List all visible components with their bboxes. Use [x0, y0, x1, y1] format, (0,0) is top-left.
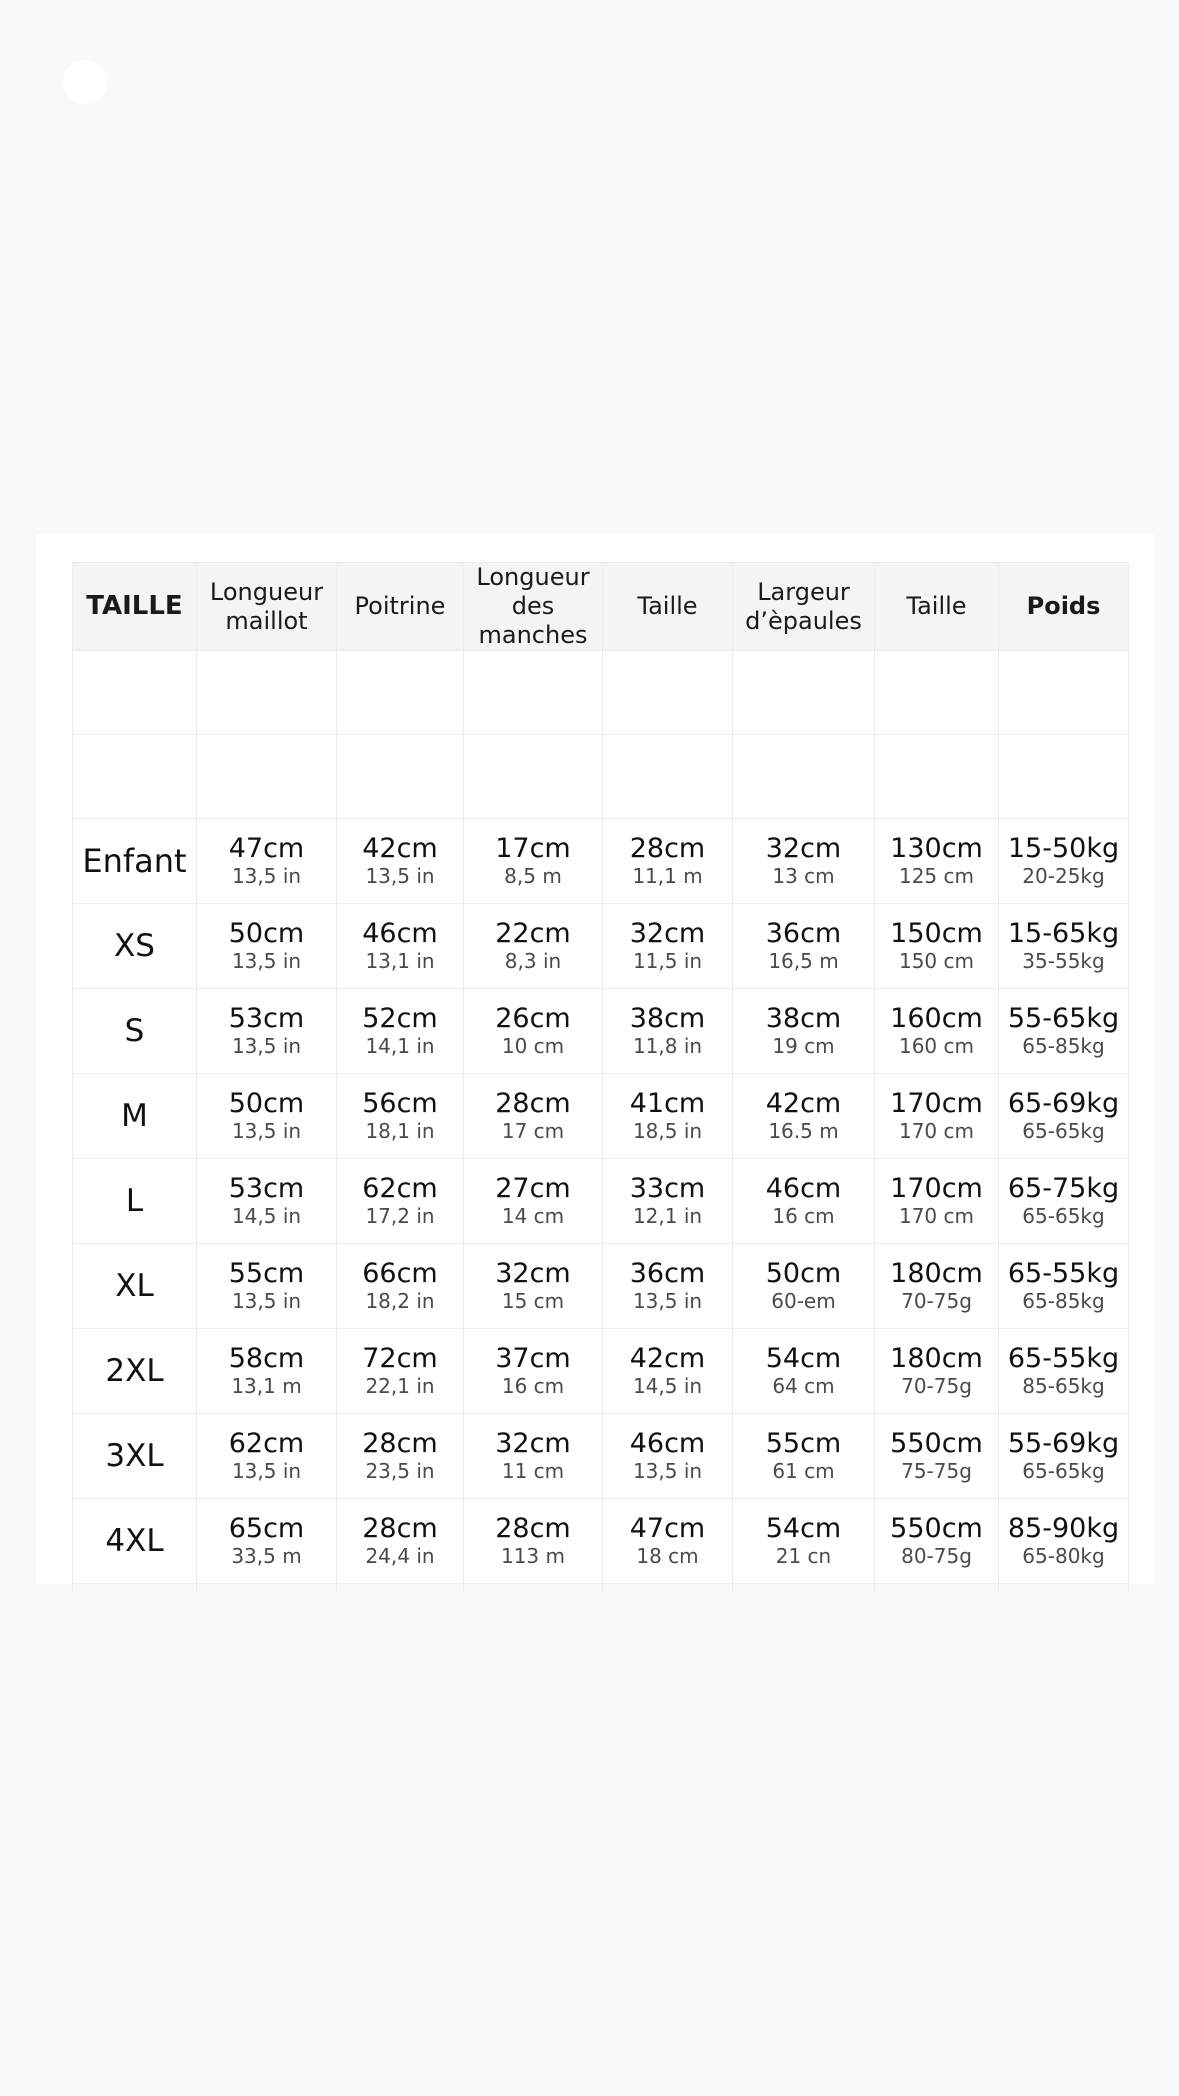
- primary-value: 62cm: [362, 1173, 438, 1204]
- measurement-cell: [999, 989, 1129, 1074]
- primary-value: 28cm: [629, 833, 706, 864]
- secondary-value: 13,1 in: [365, 949, 435, 973]
- secondary-value: 65-65kg: [1022, 1204, 1105, 1228]
- measurement-cell: [875, 1499, 999, 1584]
- measurement-cell: [197, 989, 337, 1074]
- measurement-cell: [197, 1329, 337, 1414]
- primary-value: 65cm: [228, 1513, 305, 1544]
- measurement-cell: [999, 1329, 1129, 1414]
- secondary-value: 10 cm: [501, 1034, 565, 1058]
- primary-value: 160cm: [890, 1003, 983, 1034]
- measurement-cell: [875, 1074, 999, 1159]
- measurement-cell: [337, 904, 464, 989]
- measurement-cell: [464, 1414, 603, 1499]
- secondary-value: 14,5 in: [632, 1374, 703, 1398]
- secondary-value: 170 cm: [898, 1119, 974, 1143]
- secondary-value: 23,5 in: [365, 1459, 435, 1483]
- measurement-cell: [875, 1159, 999, 1244]
- measurement-cell: [464, 1074, 603, 1159]
- secondary-value: 8,5 m: [504, 864, 562, 888]
- measurement-cell: [999, 1244, 1129, 1329]
- empty-cell: [73, 1584, 197, 1593]
- measurement-cell: [337, 989, 464, 1074]
- secondary-value: 13,5 in: [231, 864, 302, 888]
- secondary-value: 15 cm: [501, 1289, 565, 1313]
- measurement-cell: [337, 1159, 464, 1244]
- primary-value: 72cm: [362, 1343, 438, 1374]
- measurement-cell: [464, 1499, 603, 1584]
- blank-row: [73, 651, 1129, 735]
- secondary-value: 12,1 in: [632, 1204, 703, 1228]
- primary-value: 53cm: [228, 1173, 305, 1204]
- primary-value: 180cm: [890, 1258, 983, 1289]
- measurement-cell: [733, 1159, 875, 1244]
- empty-cell: [733, 1584, 875, 1593]
- secondary-value: 13,5 in: [231, 1119, 302, 1143]
- primary-value: 55-69kg: [1007, 1428, 1120, 1459]
- secondary-value: 80-75g: [901, 1544, 972, 1568]
- empty-cell: [733, 651, 875, 735]
- measurement-cell: [875, 819, 999, 904]
- primary-value: 36cm: [629, 1258, 706, 1289]
- measurement-cell: [197, 819, 337, 904]
- primary-value: 550cm: [890, 1513, 983, 1544]
- header-row: [73, 563, 1129, 651]
- primary-value: 50cm: [228, 918, 305, 949]
- empty-cell: [875, 1584, 999, 1593]
- header-taille: TAILLE: [73, 563, 197, 651]
- table-row: [73, 1329, 1129, 1414]
- secondary-value: 18,5 in: [632, 1119, 703, 1143]
- measurement-cell: [875, 904, 999, 989]
- empty-cell: [464, 1584, 603, 1593]
- measurement-cell: [603, 819, 733, 904]
- secondary-value: 64 cm: [772, 1374, 835, 1398]
- secondary-value: 13,5 in: [231, 1289, 302, 1313]
- primary-value: 15-50kg: [1007, 833, 1120, 864]
- secondary-value: 60-em: [771, 1289, 836, 1313]
- circle-dot: [63, 60, 107, 104]
- measurement-cell: [733, 904, 875, 989]
- measurement-cell: [733, 1074, 875, 1159]
- measurement-cell: [464, 1244, 603, 1329]
- empty-cell: [197, 651, 337, 735]
- secondary-value: 75-75g: [901, 1459, 972, 1483]
- primary-value: 36cm: [765, 918, 842, 949]
- secondary-value: 18,2 in: [365, 1289, 435, 1313]
- secondary-value: 16.5 m: [768, 1119, 839, 1143]
- primary-value: 65-55kg: [1007, 1343, 1120, 1374]
- primary-value: 50cm: [765, 1258, 842, 1289]
- measurement-cell: [733, 819, 875, 904]
- primary-value: 37cm: [495, 1343, 571, 1374]
- measurement-cell: [603, 1499, 733, 1584]
- table-row: [73, 1414, 1129, 1499]
- header-longueur-manches: Longueur des manches: [464, 563, 603, 651]
- secondary-value: 65-85kg: [1022, 1034, 1105, 1058]
- primary-value: 65-69kg: [1007, 1088, 1120, 1119]
- measurement-cell: [603, 1244, 733, 1329]
- measurement-cell: [999, 819, 1129, 904]
- measurement-cell: [197, 1244, 337, 1329]
- empty-cell: [603, 651, 733, 735]
- size-label: XS: [73, 904, 197, 989]
- secondary-value: 17 cm: [501, 1119, 565, 1143]
- primary-value: 15-65kg: [1007, 918, 1120, 949]
- secondary-value: 14,1 in: [365, 1034, 435, 1058]
- size-label: L: [73, 1159, 197, 1244]
- secondary-value: 13,5 in: [231, 949, 302, 973]
- empty-cell: [337, 735, 464, 819]
- primary-value: 42cm: [629, 1343, 706, 1374]
- empty-cell: [733, 735, 875, 819]
- secondary-value: 22,1 in: [365, 1374, 435, 1398]
- secondary-value: 11,8 in: [632, 1034, 703, 1058]
- primary-value: 54cm: [765, 1343, 842, 1374]
- measurement-cell: [337, 819, 464, 904]
- primary-value: 53cm: [228, 1003, 305, 1034]
- secondary-value: 125 cm: [898, 864, 974, 888]
- measurement-cell: [464, 1329, 603, 1414]
- secondary-value: 70-75g: [901, 1289, 972, 1313]
- primary-value: 150cm: [890, 918, 983, 949]
- measurement-cell: [197, 1074, 337, 1159]
- measurement-cell: [603, 1329, 733, 1414]
- primary-value: 55cm: [765, 1428, 842, 1459]
- secondary-value: 13,1 m: [231, 1374, 302, 1398]
- size-label: M: [73, 1074, 197, 1159]
- secondary-value: 18 cm: [636, 1544, 699, 1568]
- secondary-value: 18,1 in: [365, 1119, 435, 1143]
- size-label: 4XL: [73, 1499, 197, 1584]
- primary-value: 180cm: [890, 1343, 983, 1374]
- table-row: [73, 1244, 1129, 1329]
- secondary-value: 13,5 in: [632, 1289, 703, 1313]
- primary-value: 62cm: [228, 1428, 305, 1459]
- primary-value: 42cm: [362, 833, 438, 864]
- secondary-value: 13,5 in: [231, 1034, 302, 1058]
- measurement-cell: [197, 1159, 337, 1244]
- empty-cell: [603, 1584, 733, 1593]
- primary-value: 170cm: [890, 1088, 983, 1119]
- measurement-cell: [464, 904, 603, 989]
- header-hauteur: Taille: [875, 563, 999, 651]
- primary-value: 22cm: [495, 918, 571, 949]
- primary-value: 33cm: [629, 1173, 706, 1204]
- secondary-value: 13,5 in: [365, 864, 435, 888]
- primary-value: 46cm: [765, 1173, 842, 1204]
- primary-value: 170cm: [890, 1173, 983, 1204]
- primary-value: 46cm: [629, 1428, 706, 1459]
- primary-value: 17cm: [495, 833, 571, 864]
- table-end-row: [73, 1584, 1129, 1593]
- header-largeur-epaules: Largeur d’èpaules: [733, 563, 875, 651]
- size-label: 2XL: [73, 1329, 197, 1414]
- measurement-cell: [197, 1414, 337, 1499]
- header-poitrine: Poitrine: [337, 563, 464, 651]
- measurement-cell: [603, 1159, 733, 1244]
- primary-value: 55-65kg: [1007, 1003, 1120, 1034]
- secondary-value: 8,3 in: [504, 949, 562, 973]
- primary-value: 28cm: [362, 1428, 438, 1459]
- secondary-value: 20-25kg: [1022, 864, 1105, 888]
- primary-value: 28cm: [495, 1088, 571, 1119]
- size-label: 3XL: [73, 1414, 197, 1499]
- primary-value: 66cm: [362, 1258, 438, 1289]
- primary-value: 52cm: [362, 1003, 438, 1034]
- header-longueur-maillot: Longueur maillot: [197, 563, 337, 651]
- measurement-cell: [999, 1499, 1129, 1584]
- measurement-cell: [464, 989, 603, 1074]
- secondary-value: 113 m: [500, 1544, 565, 1568]
- secondary-value: 14 cm: [501, 1204, 565, 1228]
- table-row: [73, 819, 1129, 904]
- measurement-cell: [999, 1074, 1129, 1159]
- primary-value: 47cm: [629, 1513, 706, 1544]
- measurement-cell: [733, 989, 875, 1074]
- measurement-cell: [337, 1074, 464, 1159]
- measurement-cell: [337, 1414, 464, 1499]
- primary-value: 32cm: [495, 1428, 571, 1459]
- secondary-value: 85-65kg: [1022, 1374, 1105, 1398]
- secondary-value: 14,5 in: [231, 1204, 302, 1228]
- empty-cell: [603, 735, 733, 819]
- primary-value: 65-75kg: [1007, 1173, 1120, 1204]
- secondary-value: 33,5 m: [231, 1544, 302, 1568]
- empty-cell: [197, 1584, 337, 1593]
- table-row: [73, 989, 1129, 1074]
- measurement-cell: [875, 989, 999, 1074]
- measurement-cell: [337, 1244, 464, 1329]
- secondary-value: 21 cn: [775, 1544, 832, 1568]
- size-label: XL: [73, 1244, 197, 1329]
- secondary-value: 11 cm: [501, 1459, 565, 1483]
- secondary-value: 19 cm: [772, 1034, 835, 1058]
- table-row: [73, 904, 1129, 989]
- primary-value: 28cm: [495, 1513, 571, 1544]
- measurement-cell: [337, 1499, 464, 1584]
- measurement-cell: [197, 1499, 337, 1584]
- measurement-cell: [875, 1244, 999, 1329]
- secondary-value: 16,5 m: [768, 949, 839, 973]
- measurement-cell: [733, 1499, 875, 1584]
- secondary-value: 13,5 in: [632, 1459, 703, 1483]
- primary-value: 32cm: [629, 918, 706, 949]
- empty-cell: [337, 1584, 464, 1593]
- primary-value: 32cm: [765, 833, 842, 864]
- primary-value: 28cm: [362, 1513, 438, 1544]
- header-poids: Poids: [999, 563, 1129, 651]
- secondary-value: 16 cm: [772, 1204, 835, 1228]
- size-label: Enfant: [73, 819, 197, 904]
- secondary-value: 150 cm: [898, 949, 974, 973]
- secondary-value: 13 cm: [772, 864, 835, 888]
- measurement-cell: [464, 1159, 603, 1244]
- secondary-value: 65-85kg: [1022, 1289, 1105, 1313]
- primary-value: 42cm: [765, 1088, 842, 1119]
- primary-value: 46cm: [362, 918, 438, 949]
- header-tour-taille: Taille: [603, 563, 733, 651]
- measurement-cell: [603, 1074, 733, 1159]
- empty-cell: [999, 651, 1129, 735]
- measurement-cell: [464, 819, 603, 904]
- measurement-cell: [197, 904, 337, 989]
- primary-value: 38cm: [629, 1003, 706, 1034]
- primary-value: 54cm: [765, 1513, 842, 1544]
- primary-value: 65-55kg: [1007, 1258, 1120, 1289]
- table-row: [73, 1159, 1129, 1244]
- secondary-value: 11,5 in: [632, 949, 703, 973]
- secondary-value: 160 cm: [898, 1034, 974, 1058]
- table-row: [73, 1074, 1129, 1159]
- measurement-cell: [875, 1329, 999, 1414]
- measurement-cell: [733, 1414, 875, 1499]
- empty-cell: [73, 735, 197, 819]
- secondary-value: 65-65kg: [1022, 1459, 1105, 1483]
- secondary-value: 70-75g: [901, 1374, 972, 1398]
- primary-value: 32cm: [495, 1258, 571, 1289]
- measurement-cell: [603, 989, 733, 1074]
- primary-value: 55cm: [228, 1258, 305, 1289]
- primary-value: 26cm: [495, 1003, 571, 1034]
- measurement-cell: [733, 1329, 875, 1414]
- primary-value: 130cm: [890, 833, 983, 864]
- secondary-value: 65-65kg: [1022, 1119, 1105, 1143]
- measurement-cell: [875, 1414, 999, 1499]
- secondary-value: 13,5 in: [231, 1459, 302, 1483]
- size-label: S: [73, 989, 197, 1074]
- empty-cell: [999, 735, 1129, 819]
- empty-cell: [464, 735, 603, 819]
- measurement-cell: [603, 1414, 733, 1499]
- empty-cell: [875, 651, 999, 735]
- primary-value: 47cm: [228, 833, 305, 864]
- measurement-cell: [337, 1329, 464, 1414]
- empty-cell: [197, 735, 337, 819]
- primary-value: 27cm: [495, 1173, 571, 1204]
- secondary-value: 11,1 m: [632, 864, 703, 888]
- secondary-value: 24,4 in: [365, 1544, 435, 1568]
- measurement-cell: [999, 1159, 1129, 1244]
- primary-value: 41cm: [629, 1088, 706, 1119]
- primary-value: 550cm: [890, 1428, 983, 1459]
- empty-cell: [875, 735, 999, 819]
- empty-cell: [464, 651, 603, 735]
- primary-value: 56cm: [362, 1088, 438, 1119]
- secondary-value: 35-55kg: [1022, 949, 1105, 973]
- secondary-value: 16 cm: [501, 1374, 565, 1398]
- measurement-cell: [603, 904, 733, 989]
- secondary-value: 61 cm: [772, 1459, 835, 1483]
- measurement-cell: [999, 1414, 1129, 1499]
- measurement-cell: [999, 904, 1129, 989]
- empty-cell: [999, 1584, 1129, 1593]
- primary-value: 38cm: [765, 1003, 842, 1034]
- empty-cell: [337, 651, 464, 735]
- blank-row: [73, 735, 1129, 819]
- size-chart-table: [72, 562, 1129, 1592]
- secondary-value: 17,2 in: [365, 1204, 435, 1228]
- secondary-value: 170 cm: [898, 1204, 974, 1228]
- secondary-value: 65-80kg: [1022, 1544, 1105, 1568]
- primary-value: 85-90kg: [1007, 1513, 1120, 1544]
- measurement-cell: [733, 1244, 875, 1329]
- empty-cell: [73, 651, 197, 735]
- primary-value: 58cm: [228, 1343, 305, 1374]
- table-row: [73, 1499, 1129, 1584]
- primary-value: 50cm: [228, 1088, 305, 1119]
- size-table-body: [73, 651, 1129, 1593]
